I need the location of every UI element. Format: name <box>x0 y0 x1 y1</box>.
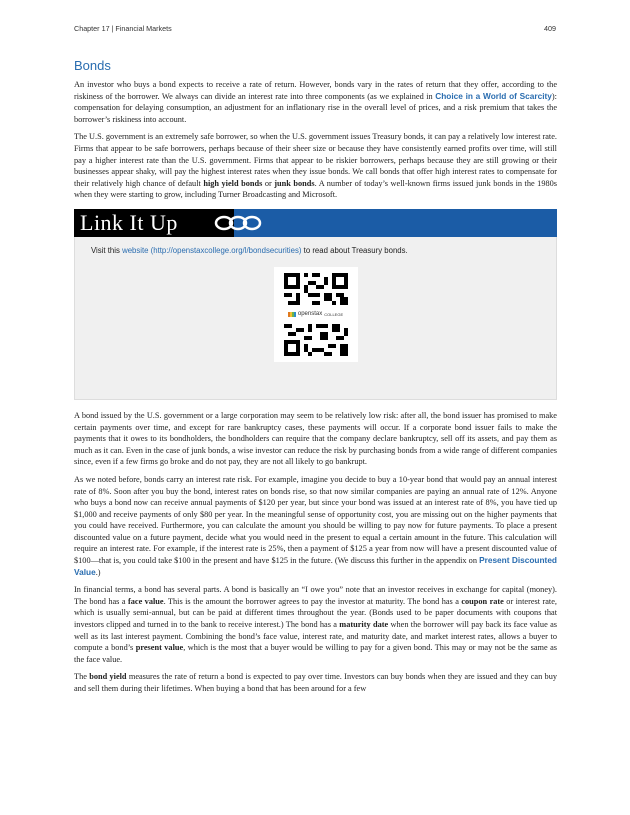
qr-top-icon <box>284 272 348 306</box>
term-face-value: face value <box>127 596 164 606</box>
link-it-up-title: Link It Up <box>80 209 178 235</box>
term-bond-yield: bond yield <box>89 672 127 682</box>
website-link[interactable]: website (http://openstaxcollege.org/l/bondsecurities) <box>122 245 302 255</box>
link-it-up-body <box>74 237 557 400</box>
visit-text: Visit this website (http://openstaxcollege.org/l/bondsecurities) to read about Treasury bonds. <box>91 245 408 255</box>
section-title: Bonds <box>74 58 111 73</box>
page-header <box>74 24 556 33</box>
link-it-up-box <box>74 209 557 400</box>
page-number: 409 <box>544 24 556 33</box>
paragraph-1: An investor who buys a bond expects to receive a rate of return. However, bonds vary in the rates of return that they offer, according to the riskiness of the borrower. We always can divide an interest rate into three components (as we explained in Choice in a World of Scarcity): compensation for delaying consumption, an adjustment for an inflationary rise in the overall level of prices, and a risk premium that takes the borrower’s riskiness into account. <box>74 80 557 124</box>
qr-code[interactable] <box>274 267 358 362</box>
paragraph-5: In financial terms, a bond has several parts. A bond is basically an “I owe you” note that an investor receives in exchange for capital (money). The bond has a face value. This is the amount the borrower agrees to pay the investor at maturity. The bond has a coupon rate or interest rate, which is usually semi-annual, but can be paid at different times throughout the year. (Bonds used to be paper documents with coupons that investors clipped and turned in to the bank to receive interest.) The bond has a maturity date when the borrower will pay back its face value as well as its last interest payment. Combining the bond’s face value, interest rate, and maturity date, and market interest rates, allows a buyer to compute a bond’s present value, which is the most that a buyer would be willing to pay for a given bond. This may or may not be the same as the face value. <box>74 585 558 664</box>
term-maturity-date: maturity date <box>339 620 389 630</box>
paragraph-6: The bond yield measures the rate of return a bond is expected to pay over time. Investors can buy bonds when they are issued and they can buy and sell them during their lifetimes. When buying a bond that has been around for a few <box>74 672 557 693</box>
term-high-yield-bonds: high yield bonds <box>203 178 263 188</box>
qr-bottom-icon <box>284 323 348 357</box>
link-present-discounted-value[interactable]: Present Discounted Value <box>74 555 557 577</box>
paragraph-3: A bond issued by the U.S. government or a large corporation may seem to be relatively low risk: after all, the bond issuer has promised to make certain payments over time, and except for rare bankruptcy cases, these payments will occur. If a corporate bond issuer fails to make the payments that it owes to its bondholders, the bondholders can require that the company declare bankruptcy, sell off its assets, and pay them as much as it can. Even in the case of junk bonds, a wise investor can reduce the risk by purchasing bonds from a wide range of different companies since, even if a few firms go broke and do not pay, they are not all likely to go bankrupt. <box>74 410 557 467</box>
term-coupon-rate: coupon rate <box>461 596 504 606</box>
paragraph-4: As we noted before, bonds carry an interest rate risk. For example, imagine you decide to buy a 10-year bond that would pay an annual interest rate of 8%. Soon after you buy the bond, interest rates on bonds rise, so that now similar companies are paying an annual rate of 12%. Anyone who buys a bond now can receive annual payments of $120 per year, but since your bond was issued at an interest rate of 8%, you have tied up $1,000 and receive payments of only $80 per year. In the meaningful sense of opportunity cost, you are missing out on the higher payments that you could have received. Furthermore, you can calculate the amount you should be willing to pay now for future payments. To place a present discounted value on a future payment, decide what you would need in the present to equal a certain amount in the future. This calculation will require an interest rate. For example, if the interest rate is 25%, then a payment of $125 a year from now will have a present discounted value of $100—that is, you could take $100 in the present and have $125 in the future. (We discuss this further in the appendix on Present Discounted Value.) <box>74 474 557 577</box>
link-it-up-header <box>74 209 557 237</box>
openstax-logo: openstax COLLEGE <box>288 311 343 317</box>
term-present-value: present value <box>135 643 184 653</box>
openstax-logo-icon <box>288 312 296 317</box>
chain-link-icon <box>214 213 262 233</box>
term-junk-bonds: junk bonds <box>274 178 315 188</box>
chapter-label: Chapter 17 | Financial Markets <box>74 24 172 33</box>
link-choice-in-a-world-of-scarcity[interactable]: Choice in a World of Scarcity <box>435 90 552 101</box>
paragraph-2: The U.S. government is an extremely safe borrower, so when the U.S. government issues Treasury bonds, it can pay a relatively low interest rate. Firms that appear to be safe borrowers, perhaps because of their sheer size or because they have consistently earned profits over time, will still pay a higher interest rate than the U.S. government. Firms that appear to be riskier borrowers, perhaps because they are still growing or their businesses appear shaky, will pay the highest interest rates when they issue bonds. We call bonds that offer high interest rates to compensate for their relatively high chance of default high yield bonds or junk bonds. A number of today’s well-known firms issued junk bonds in the 1980s when they were starting to grow, including Turner Broadcasting and Microsoft. <box>74 132 558 200</box>
page-content <box>74 58 557 701</box>
